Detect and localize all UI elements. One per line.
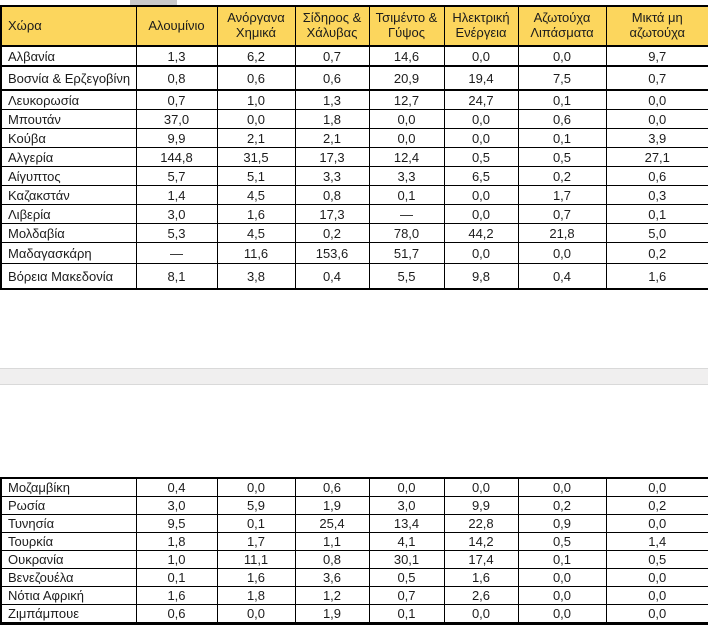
value-cell-inorganic-chemicals: 0,6 [217,66,295,90]
table-row [1,46,708,66]
table-row [1,605,708,624]
value-cell-cement-gypsum: 30,1 [369,551,444,569]
value-cell-cement-gypsum: 3,3 [369,167,444,186]
value-cell-inorganic-chemicals: 0,0 [217,605,295,624]
value-cell-aluminium: 9,5 [136,515,217,533]
value-cell-cement-gypsum: 0,1 [369,186,444,205]
table-row [1,129,708,148]
value-cell-cement-gypsum: 12,4 [369,148,444,167]
value-cell-iron-steel: 0,8 [295,186,369,205]
value-cell-electric-energy: 0,0 [444,46,518,66]
value-cell-cement-gypsum: — [369,205,444,224]
value-cell-iron-steel: 1,9 [295,605,369,624]
value-cell-inorganic-chemicals: 1,7 [217,533,295,551]
value-cell-nitrogen-fertilizers: 0,5 [518,148,606,167]
table-row [1,66,708,90]
value-cell-inorganic-chemicals: 31,5 [217,148,295,167]
value-cell-nitrogen-fertilizers: 0,2 [518,497,606,515]
value-cell-mixed-non-nitrogen: 5,0 [606,224,708,243]
value-cell-aluminium: 0,1 [136,569,217,587]
value-cell-iron-steel: 0,2 [295,224,369,243]
value-cell-mixed-non-nitrogen: 0,5 [606,551,708,569]
value-cell-mixed-non-nitrogen: 0,0 [606,605,708,624]
commodities-table-page2 [0,477,708,625]
value-cell-mixed-non-nitrogen: 0,0 [606,569,708,587]
table-row [1,587,708,605]
value-cell-iron-steel: 1,8 [295,110,369,129]
column-header-iron-steel: Σίδηρος & Χάλυβας [295,6,369,46]
value-cell-cement-gypsum: 5,5 [369,264,444,290]
value-cell-cement-gypsum: 0,0 [369,129,444,148]
country-cell: Κούβα [1,129,136,148]
value-cell-inorganic-chemicals: 0,1 [217,515,295,533]
value-cell-cement-gypsum: 0,5 [369,569,444,587]
value-cell-cement-gypsum: 0,0 [369,110,444,129]
value-cell-mixed-non-nitrogen: 0,3 [606,186,708,205]
value-cell-nitrogen-fertilizers: 0,9 [518,515,606,533]
value-cell-iron-steel: 1,9 [295,497,369,515]
header-row [1,6,708,46]
value-cell-cement-gypsum: 78,0 [369,224,444,243]
value-cell-aluminium: 9,9 [136,129,217,148]
value-cell-iron-steel: 0,7 [295,46,369,66]
value-cell-electric-energy: 0,0 [444,186,518,205]
column-header-electric-energy: Ηλεκτρική Ενέργεια [444,6,518,46]
table-row [1,497,708,515]
value-cell-iron-steel: 0,6 [295,66,369,90]
table-row [1,533,708,551]
country-cell: Νότια Αφρική [1,587,136,605]
value-cell-iron-steel: 1,1 [295,533,369,551]
country-cell: Τυνησία [1,515,136,533]
value-cell-nitrogen-fertilizers: 0,0 [518,243,606,264]
value-cell-cement-gypsum: 0,0 [369,478,444,497]
value-cell-mixed-non-nitrogen: 0,6 [606,167,708,186]
value-cell-cement-gypsum: 3,0 [369,497,444,515]
value-cell-aluminium: 0,4 [136,478,217,497]
table-row [1,243,708,264]
value-cell-mixed-non-nitrogen: 0,2 [606,243,708,264]
value-cell-iron-steel: 1,3 [295,90,369,110]
value-cell-mixed-non-nitrogen: 0,0 [606,478,708,497]
country-cell: Μαδαγασκάρη [1,243,136,264]
country-cell: Ζιμπάμπουε [1,605,136,624]
country-cell: Μοζαμβίκη [1,478,136,497]
column-header-cement-gypsum: Τσιμέντο & Γύψος [369,6,444,46]
column-header-mixed-non-nitrogen: Μικτά μη αζωτούχα [606,6,708,46]
value-cell-inorganic-chemicals: 4,5 [217,224,295,243]
value-cell-mixed-non-nitrogen: 0,7 [606,66,708,90]
value-cell-inorganic-chemicals: 5,9 [217,497,295,515]
value-cell-electric-energy: 14,2 [444,533,518,551]
value-cell-electric-energy: 9,9 [444,497,518,515]
value-cell-aluminium: 1,6 [136,587,217,605]
value-cell-nitrogen-fertilizers: 0,6 [518,110,606,129]
value-cell-aluminium: 8,1 [136,264,217,290]
value-cell-electric-energy: 19,4 [444,66,518,90]
value-cell-nitrogen-fertilizers: 0,1 [518,551,606,569]
value-cell-aluminium: 1,8 [136,533,217,551]
value-cell-nitrogen-fertilizers: 0,0 [518,569,606,587]
country-cell: Βοσνία & Ερζεγοβίνη [1,66,136,90]
value-cell-mixed-non-nitrogen: 3,9 [606,129,708,148]
value-cell-iron-steel: 0,8 [295,551,369,569]
value-cell-electric-energy: 0,5 [444,148,518,167]
value-cell-mixed-non-nitrogen: 1,6 [606,264,708,290]
value-cell-iron-steel: 3,6 [295,569,369,587]
value-cell-mixed-non-nitrogen: 0,1 [606,205,708,224]
value-cell-mixed-non-nitrogen: 0,0 [606,587,708,605]
value-cell-electric-energy: 2,6 [444,587,518,605]
value-cell-inorganic-chemicals: 1,0 [217,90,295,110]
value-cell-aluminium: 37,0 [136,110,217,129]
value-cell-aluminium: 144,8 [136,148,217,167]
country-cell: Βενεζουέλα [1,569,136,587]
column-header-nitrogen-fertilizers: Αζωτούχα Λιπάσματα [518,6,606,46]
value-cell-inorganic-chemicals: 2,1 [217,129,295,148]
value-cell-inorganic-chemicals: 1,6 [217,205,295,224]
value-cell-nitrogen-fertilizers: 21,8 [518,224,606,243]
value-cell-nitrogen-fertilizers: 0,7 [518,205,606,224]
value-cell-inorganic-chemicals: 6,2 [217,46,295,66]
table-row [1,205,708,224]
value-cell-inorganic-chemicals: 4,5 [217,186,295,205]
value-cell-nitrogen-fertilizers: 0,0 [518,587,606,605]
value-cell-aluminium: 1,0 [136,551,217,569]
value-cell-iron-steel: 3,3 [295,167,369,186]
value-cell-electric-energy: 0,0 [444,605,518,624]
country-cell: Λευκορωσία [1,90,136,110]
country-cell: Αίγυπτος [1,167,136,186]
value-cell-electric-energy: 0,0 [444,129,518,148]
column-header-country: Χώρα [1,6,136,46]
country-cell: Τουρκία [1,533,136,551]
value-cell-electric-energy: 0,0 [444,478,518,497]
commodities-table-page1 [0,5,708,290]
value-cell-cement-gypsum: 20,9 [369,66,444,90]
value-cell-aluminium: 5,3 [136,224,217,243]
value-cell-aluminium: 0,8 [136,66,217,90]
country-cell: Λιβερία [1,205,136,224]
country-cell: Αλγερία [1,148,136,167]
table-row [1,551,708,569]
country-cell: Βόρεια Μακεδονία [1,264,136,290]
value-cell-electric-energy: 6,5 [444,167,518,186]
value-cell-mixed-non-nitrogen: 0,0 [606,110,708,129]
column-header-inorganic-chemicals: Ανόργανα Χημικά [217,6,295,46]
value-cell-mixed-non-nitrogen: 0,2 [606,497,708,515]
value-cell-electric-energy: 44,2 [444,224,518,243]
value-cell-mixed-non-nitrogen: 27,1 [606,148,708,167]
value-cell-iron-steel: 17,3 [295,148,369,167]
country-cell: Ρωσία [1,497,136,515]
table-row [1,478,708,497]
value-cell-nitrogen-fertilizers: 0,1 [518,129,606,148]
value-cell-mixed-non-nitrogen: 1,4 [606,533,708,551]
value-cell-mixed-non-nitrogen: 0,0 [606,90,708,110]
value-cell-electric-energy: 0,0 [444,243,518,264]
value-cell-inorganic-chemicals: 5,1 [217,167,295,186]
table-row [1,148,708,167]
country-cell: Καζακστάν [1,186,136,205]
value-cell-cement-gypsum: 12,7 [369,90,444,110]
column-header-aluminium: Αλουμίνιο [136,6,217,46]
country-cell: Αλβανία [1,46,136,66]
value-cell-cement-gypsum: 51,7 [369,243,444,264]
value-cell-inorganic-chemicals: 0,0 [217,110,295,129]
value-cell-nitrogen-fertilizers: 0,1 [518,90,606,110]
value-cell-aluminium: 1,3 [136,46,217,66]
value-cell-nitrogen-fertilizers: 0,5 [518,533,606,551]
table-row [1,167,708,186]
country-cell: Μπουτάν [1,110,136,129]
value-cell-iron-steel: 17,3 [295,205,369,224]
table-row [1,224,708,243]
value-cell-nitrogen-fertilizers: 0,2 [518,167,606,186]
value-cell-inorganic-chemicals: 1,6 [217,569,295,587]
value-cell-inorganic-chemicals: 0,0 [217,478,295,497]
value-cell-mixed-non-nitrogen: 9,7 [606,46,708,66]
country-cell: Ουκρανία [1,551,136,569]
table-row [1,569,708,587]
value-cell-nitrogen-fertilizers: 0,4 [518,264,606,290]
value-cell-nitrogen-fertilizers: 0,0 [518,605,606,624]
value-cell-iron-steel: 2,1 [295,129,369,148]
value-cell-iron-steel: 0,4 [295,264,369,290]
value-cell-cement-gypsum: 4,1 [369,533,444,551]
value-cell-cement-gypsum: 13,4 [369,515,444,533]
value-cell-nitrogen-fertilizers: 0,0 [518,46,606,66]
value-cell-mixed-non-nitrogen: 0,0 [606,515,708,533]
table-row [1,515,708,533]
table-row [1,110,708,129]
value-cell-aluminium: 1,4 [136,186,217,205]
value-cell-aluminium: 0,6 [136,605,217,624]
value-cell-inorganic-chemicals: 1,8 [217,587,295,605]
value-cell-electric-energy: 17,4 [444,551,518,569]
value-cell-electric-energy: 24,7 [444,90,518,110]
value-cell-nitrogen-fertilizers: 0,0 [518,478,606,497]
value-cell-cement-gypsum: 0,7 [369,587,444,605]
value-cell-electric-energy: 22,8 [444,515,518,533]
value-cell-iron-steel: 25,4 [295,515,369,533]
value-cell-cement-gypsum: 14,6 [369,46,444,66]
value-cell-electric-energy: 9,8 [444,264,518,290]
value-cell-nitrogen-fertilizers: 1,7 [518,186,606,205]
value-cell-iron-steel: 153,6 [295,243,369,264]
value-cell-aluminium: 3,0 [136,205,217,224]
value-cell-inorganic-chemicals: 11,6 [217,243,295,264]
value-cell-iron-steel: 0,6 [295,478,369,497]
value-cell-electric-energy: 1,6 [444,569,518,587]
value-cell-aluminium: — [136,243,217,264]
value-cell-inorganic-chemicals: 11,1 [217,551,295,569]
value-cell-aluminium: 3,0 [136,497,217,515]
table-row [1,264,708,290]
value-cell-aluminium: 0,7 [136,90,217,110]
table-row [1,186,708,205]
value-cell-electric-energy: 0,0 [444,205,518,224]
value-cell-aluminium: 5,7 [136,167,217,186]
value-cell-electric-energy: 0,0 [444,110,518,129]
value-cell-nitrogen-fertilizers: 7,5 [518,66,606,90]
value-cell-iron-steel: 1,2 [295,587,369,605]
page-break-separator [0,368,708,385]
value-cell-cement-gypsum: 0,1 [369,605,444,624]
country-cell: Μολδαβία [1,224,136,243]
value-cell-inorganic-chemicals: 3,8 [217,264,295,290]
table-row [1,90,708,110]
